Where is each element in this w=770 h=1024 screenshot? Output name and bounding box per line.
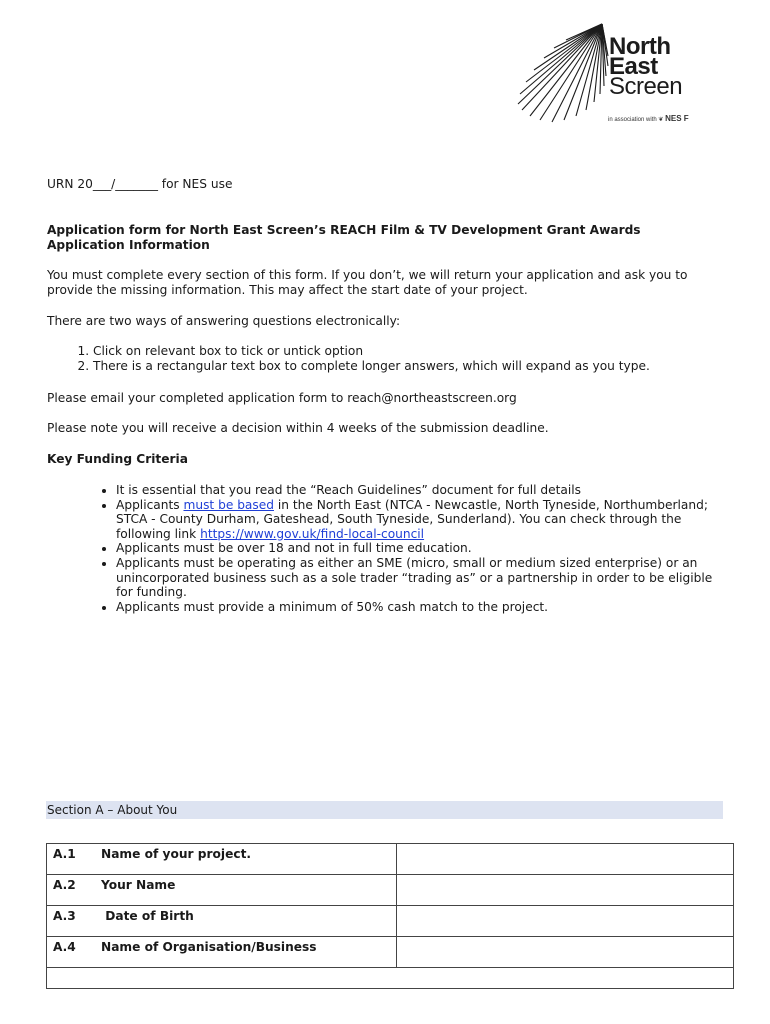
find-local-council-link[interactable]: https://www.gov.uk/find-local-council bbox=[200, 526, 425, 541]
question-number: A.1 bbox=[53, 847, 76, 861]
question-number: A.4 bbox=[53, 940, 76, 954]
section-a-header bbox=[46, 801, 723, 819]
question-cell bbox=[47, 875, 397, 906]
criteria-item: • Applicants must be operating as either an SME (micro, small or medium sized enterprise) or an unincorporated business such as a sole trader “trading as” or a partnership in order to be eligible for funding. bbox=[116, 556, 726, 600]
criteria-item: • It is essential that you read the “Reach Guidelines” document for full details bbox=[116, 483, 726, 498]
question-cell bbox=[47, 937, 397, 968]
table-row-blank bbox=[47, 968, 734, 989]
criteria-item: • Applicants must provide a minimum of 50% cash match to the project. bbox=[116, 600, 726, 615]
question-number: A.3 bbox=[53, 909, 76, 923]
criteria-item bbox=[116, 498, 726, 542]
question-label: Your Name bbox=[101, 878, 176, 892]
section-a-table bbox=[46, 843, 734, 989]
ways-list-item: 1. Click on relevant box to tick or untick option bbox=[93, 344, 733, 359]
form-subtitle: Application Information bbox=[47, 238, 210, 252]
powered-by-line bbox=[608, 114, 689, 123]
logo-word-screen: Screen bbox=[609, 73, 683, 100]
question-cell bbox=[47, 906, 397, 937]
ways-list-item: 2. There is a rectangular text box to complete longer answers, which will expand as you type. bbox=[93, 359, 733, 374]
form-heading bbox=[47, 223, 727, 253]
table-row bbox=[47, 844, 734, 875]
powered-text: in association with bbox=[608, 117, 657, 123]
logo-wordmark bbox=[609, 33, 683, 100]
answer-organisation-name[interactable] bbox=[397, 937, 734, 968]
powered-brand: NES F bbox=[665, 114, 689, 123]
criteria-list bbox=[47, 483, 726, 614]
form-title: Application form for North East Screen’s REACH Film & TV Development Grant Awards bbox=[47, 223, 641, 237]
section-a-title: Section A – About You bbox=[47, 803, 178, 817]
answer-project-name[interactable] bbox=[397, 844, 734, 875]
blank-cell[interactable] bbox=[47, 968, 734, 989]
table-row bbox=[47, 937, 734, 968]
table-row bbox=[47, 906, 734, 937]
nes-f-icon: ❦ bbox=[658, 117, 664, 123]
answer-date-of-birth[interactable] bbox=[397, 906, 734, 937]
criteria-text: Applicants bbox=[116, 497, 184, 512]
intro-paragraph: You must complete every section of this form. If you don’t, we will return your application and ask you to provide the missing information. This may affect the start date of your project. bbox=[47, 268, 688, 297]
question-cell bbox=[47, 844, 397, 875]
logo-word-north: North bbox=[609, 33, 671, 60]
question-number: A.2 bbox=[53, 878, 76, 892]
question-label: Name of your project. bbox=[101, 847, 252, 861]
decision-note: Please note you will receive a decision within 4 weeks of the submission deadline. bbox=[47, 421, 549, 435]
ways-intro: There are two ways of answering questions electronically: bbox=[47, 314, 401, 328]
ways-list bbox=[47, 344, 733, 374]
logo-word-east: East bbox=[609, 53, 658, 80]
question-label: Date of Birth bbox=[101, 909, 194, 923]
urn-line: URN 20___/_______ for NES use bbox=[47, 177, 233, 191]
must-be-based-link[interactable]: must be based bbox=[183, 497, 274, 512]
email-note: Please email your completed application form to reach@northeastscreen.org bbox=[47, 391, 517, 405]
criteria-title: Key Funding Criteria bbox=[47, 452, 188, 466]
criteria-item: • Applicants must be over 18 and not in full time education. bbox=[116, 541, 726, 556]
criteria-text: in the North East (NTCA - Newcastle, North Tyneside, Northumberland; STCA - County Durham, Gateshead, South Tyneside, Sunderland). You can check through the following link bbox=[116, 497, 708, 541]
answer-your-name[interactable] bbox=[397, 875, 734, 906]
question-label: Name of Organisation/Business bbox=[101, 940, 317, 954]
table-row bbox=[47, 875, 734, 906]
